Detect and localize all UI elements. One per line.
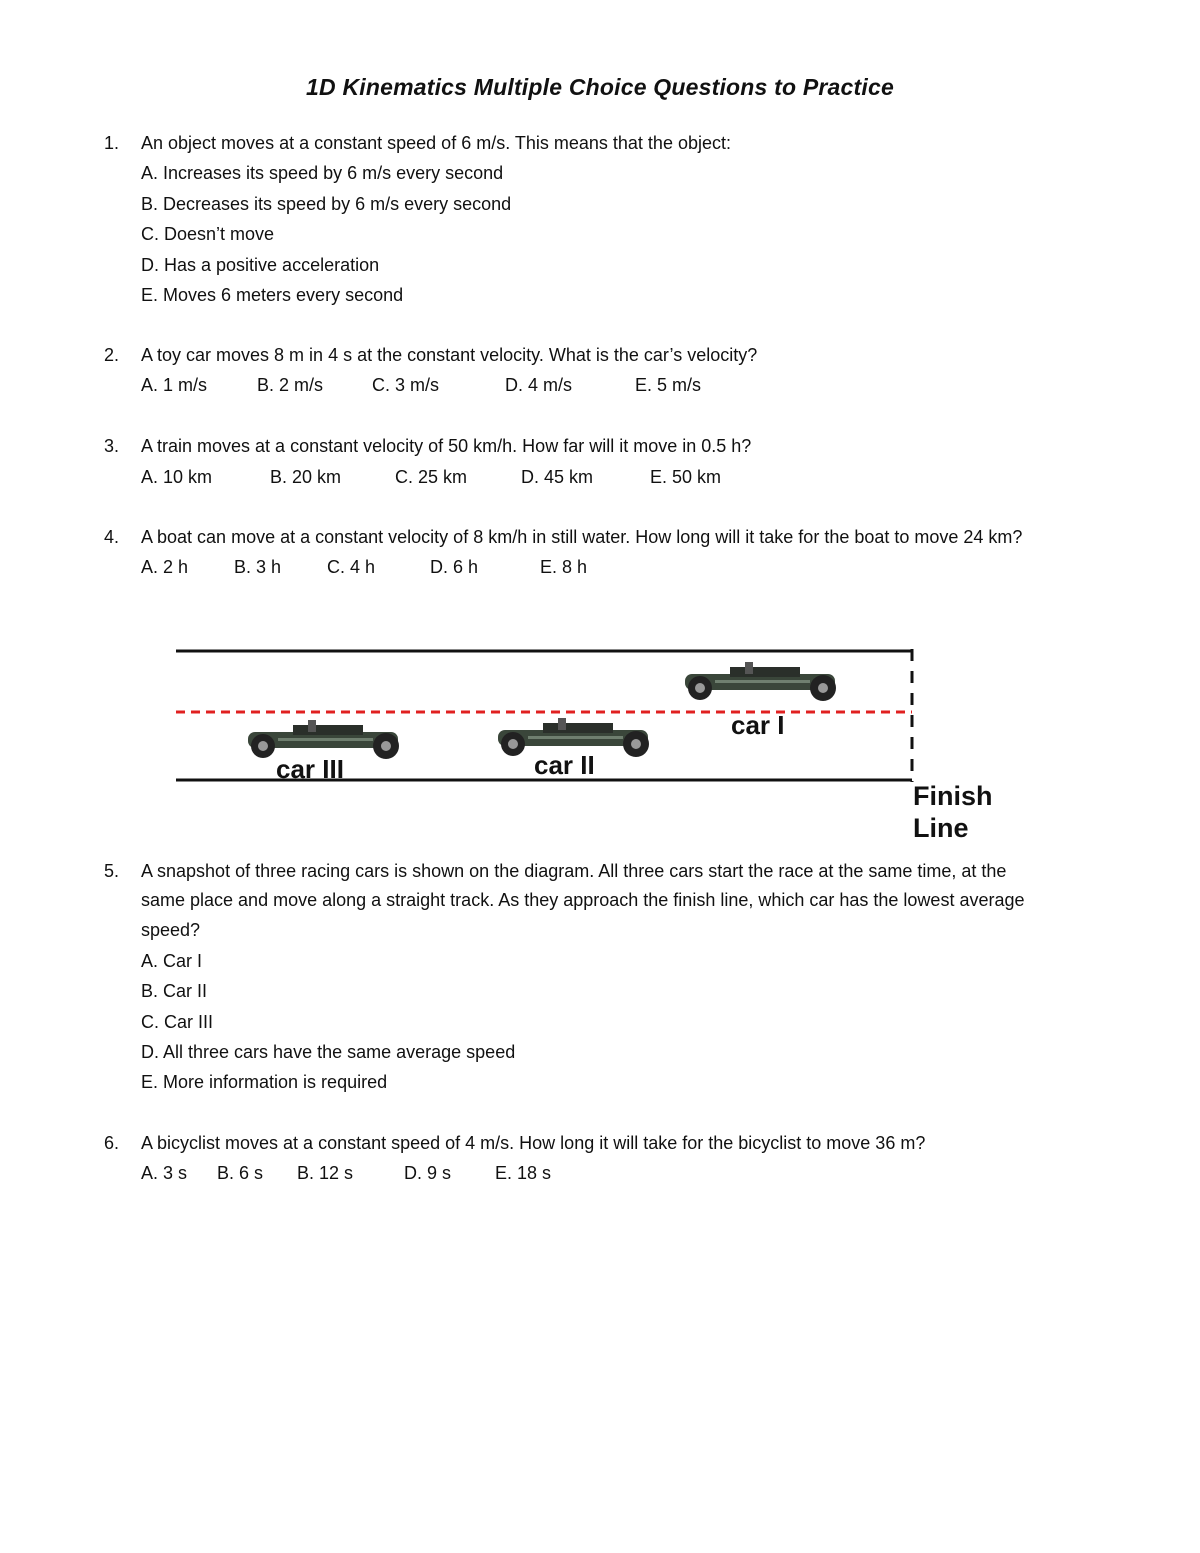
race-track-figure [170,640,1010,850]
answer-option[interactable]: A. 2 h [141,557,189,577]
page-title: 1D Kinematics Multiple Choice Questions to Practice [306,74,894,100]
answer-option[interactable]: E. 18 s [495,1163,552,1183]
answer-option[interactable]: E. More information is required [141,1072,388,1092]
answer-option[interactable]: C. Doesn’t move [141,224,275,244]
answer-option[interactable]: D. 9 s [404,1163,452,1183]
answer-option[interactable]: A. Car I [141,951,203,971]
finish-label-line-1: Finish [913,781,993,811]
answer-option[interactable]: C. 3 m/s [372,375,440,395]
answer-option[interactable]: D. All three cars have the same average speed [141,1042,516,1062]
question-stem: A boat can move at a constant velocity of 8 km/h in still water. How long will it take for the boat to move 24 km? [141,527,1023,547]
car-II-label: car II [534,750,595,780]
question-stem: A bicyclist moves at a constant speed of 4 m/s. How long it will take for the bicyclist to move 36 m? [141,1133,926,1153]
answer-option[interactable]: E. 5 m/s [635,375,702,395]
finish-line-label [913,780,993,844]
question-stem-line: speed? [141,920,201,940]
question-number: 3. [104,436,120,456]
answer-option[interactable]: D. Has a positive acceleration [141,255,380,275]
answer-option[interactable]: A. 10 km [141,467,213,487]
answer-option[interactable]: A. 1 m/s [141,375,208,395]
car-I-figure [685,662,836,701]
answer-option[interactable]: B. 2 m/s [257,375,324,395]
car-I-label: car I [731,710,785,740]
answer-option[interactable]: B. 6 s [217,1163,264,1183]
answer-option[interactable]: B. 12 s [297,1163,354,1183]
question-stem: An object moves at a constant speed of 6 m/s. This means that the object: [141,133,731,153]
answer-option[interactable]: E. 8 h [540,557,588,577]
answer-option[interactable]: D. 6 h [430,557,479,577]
question-stem-line: A snapshot of three racing cars is shown on the diagram. All three cars start the race at the same time, at the [141,861,1007,881]
car-III-label: car III [276,754,344,784]
question-number: 5. [104,861,120,881]
race-diagram [170,640,1010,850]
question-number: 4. [104,527,120,547]
finish-label-line-2: Line [913,813,969,843]
answer-option[interactable]: C. Car III [141,1012,214,1032]
answer-option[interactable]: B. 3 h [234,557,282,577]
answer-option[interactable]: E. Moves 6 meters every second [141,285,404,305]
answer-option[interactable]: D. 4 m/s [505,375,573,395]
answer-option[interactable]: C. 25 km [395,467,468,487]
question-stem: A train moves at a constant velocity of 50 km/h. How far will it move in 0.5 h? [141,436,752,456]
question-number: 6. [104,1133,120,1153]
answer-option[interactable]: A. Increases its speed by 6 m/s every second [141,163,504,183]
answer-option[interactable]: A. 3 s [141,1163,188,1183]
answer-option[interactable]: D. 45 km [521,467,594,487]
answer-option[interactable]: C. 4 h [327,557,376,577]
question-number: 1. [104,133,120,153]
question-stem-line: same place and move along a straight track. As they approach the finish line, which car has the lowest average [141,890,1025,910]
question-number: 2. [104,345,120,365]
answer-option[interactable]: B. 20 km [270,467,342,487]
answer-option[interactable]: E. 50 km [650,467,722,487]
answer-option[interactable]: B. Car II [141,981,208,1001]
answer-option[interactable]: B. Decreases its speed by 6 m/s every second [141,194,512,214]
question-stem: A toy car moves 8 m in 4 s at the constant velocity. What is the car’s velocity? [141,345,758,365]
